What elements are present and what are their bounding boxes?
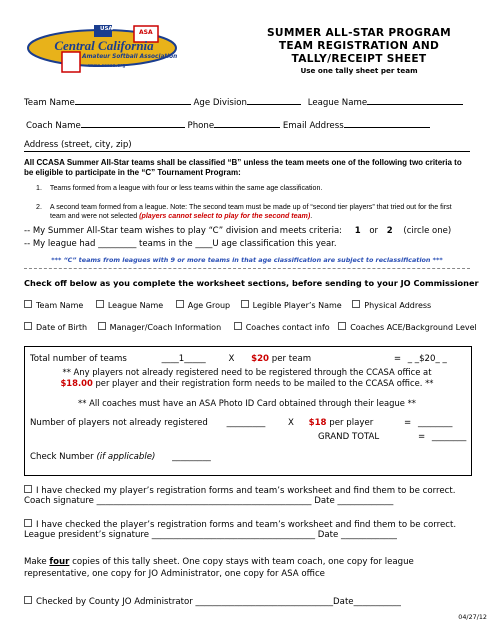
teams-total-value[interactable]: _ _$20_ _ — [407, 354, 447, 364]
phone-label: Phone — [187, 121, 215, 131]
league-check-row — [24, 519, 456, 530]
checkbox[interactable] — [96, 300, 104, 308]
total-teams-row — [30, 354, 447, 364]
per-team-label: per team — [271, 354, 312, 364]
criteria-item-2: 2. A second team formed from a league. Note: The second team must be made up of “second tier players” that tried out for the first team and were not selected (players cannot select to play for the second team). — [36, 203, 452, 220]
check-player-name[interactable] — [241, 301, 342, 310]
county-check-checkbox[interactable] — [24, 596, 32, 604]
checklist-row-2 — [24, 322, 477, 332]
team-name-field[interactable] — [75, 95, 191, 105]
email-label: Email Address — [282, 121, 344, 131]
league-check-checkbox[interactable] — [24, 519, 32, 527]
criteria-item-2-period: . — [310, 212, 313, 220]
county-check-row — [24, 596, 401, 607]
copies-line-2: representative, one copy for JO Administrator, one copy for ASA office — [24, 569, 325, 579]
registration-note-price: $18.00 — [60, 378, 93, 388]
check-number-label: Check Number — [30, 452, 94, 462]
league-teams-line: -- My league had _________ teams in the ____U age classification this year. — [24, 239, 337, 249]
equals-sign: = — [417, 432, 426, 442]
field-row-1 — [24, 95, 463, 108]
per-team-price: $20 — [251, 354, 270, 364]
copies-four: four — [49, 557, 70, 567]
logo-subtitle: Amateur Softball Association — [82, 54, 178, 60]
coach-name-field[interactable] — [81, 118, 185, 128]
coach-check-text: I have checked my player’s registration forms and team’s worksheet and find them to be correct. — [36, 486, 456, 496]
players-label: Number of players not already registered — [30, 418, 208, 428]
equals-sign: = — [393, 354, 402, 364]
address-line[interactable] — [24, 151, 470, 152]
league-signature-line[interactable]: League president’s signature ______________________________________ Date _____________ — [24, 530, 397, 540]
check-coaches-contact[interactable] — [234, 323, 330, 332]
per-player-price: $18 — [308, 418, 327, 428]
address-label: Address (street, city, zip) — [24, 140, 132, 150]
classification-intro: All CCASA Summer All-Star teams shall be classified “B” unless the team meets one of the following two criteria to be eligible to participate in the “C” Tournament Program: — [24, 158, 462, 177]
equals-sign: = — [404, 418, 412, 428]
registration-note — [30, 367, 464, 389]
check-label: Physical Address — [364, 301, 432, 310]
grand-total-row — [318, 432, 466, 442]
usa-badge-text: USA — [100, 26, 113, 32]
coach-name-label: Coach Name — [26, 121, 81, 131]
wish-line — [24, 226, 451, 236]
checkbox[interactable] — [24, 322, 32, 330]
check-label: League Name — [107, 301, 164, 310]
title-line-2: TEAM REGISTRATION AND — [278, 40, 440, 52]
players-row — [30, 418, 452, 428]
check-label: Legible Player’s Name — [252, 301, 342, 310]
county-check-text[interactable]: Checked by County JO Administrator ________________________________Date___________ — [36, 597, 401, 607]
age-division-field[interactable] — [247, 95, 301, 105]
checkbox[interactable] — [352, 300, 360, 308]
criteria-item-1-text: Teams formed from a league with four or less teams within the same age classification. — [49, 184, 323, 192]
multiply-sign: X — [228, 354, 235, 364]
check-label: Age Group — [187, 301, 231, 310]
criteria-option-1[interactable]: 1 — [354, 226, 361, 236]
copies-line-1 — [24, 557, 414, 567]
title-line-1: SUMMER ALL-STAR PROGRAM — [267, 27, 451, 39]
copies-text-b: copies of this tally sheet. One copy stays with team coach, one copy for league — [69, 557, 414, 567]
league-name-label: League Name — [307, 98, 368, 108]
total-teams-label: Total number of teams — [30, 354, 127, 364]
total-teams-value[interactable]: ____1_____ — [161, 354, 206, 364]
grand-total-label: GRAND TOTAL — [318, 432, 380, 442]
league-check-text: I have checked the player’s registration forms and team’s worksheet and find them to be correct. — [36, 520, 457, 530]
check-team-name[interactable] — [24, 301, 83, 310]
circle-one-text: (circle one) — [403, 226, 452, 236]
divider-dashed — [24, 268, 470, 269]
logo-title: Central California — [54, 38, 154, 53]
check-label: Coaches ACE/Background Level — [350, 323, 477, 332]
title-subtitle: Use one tally sheet per team — [300, 66, 418, 75]
check-label: Coaches contact info — [245, 323, 330, 332]
players-total-value[interactable]: ________ — [417, 418, 453, 428]
logo-url: www.ccasa.org — [88, 63, 126, 69]
ccasa-logo — [26, 24, 178, 76]
check-physical-address[interactable] — [352, 301, 431, 310]
registration-note-a: ** Any players not already registered need to be registered through the CCASA office at — [62, 367, 432, 377]
checkbox[interactable] — [234, 322, 242, 330]
title-line-3: TALLY/RECEIPT SHEET — [291, 53, 427, 65]
players-value[interactable]: _________ — [226, 418, 266, 428]
check-number-value[interactable]: _________ — [172, 452, 211, 462]
check-label: Team Name — [36, 301, 84, 310]
check-number-row — [30, 452, 211, 462]
field-row-2 — [24, 118, 430, 131]
coach-signature-line[interactable]: Coach signature __________________________________________________ Date _____________ — [24, 496, 394, 506]
criteria-item-2-text: A second team formed from a league. Note: The second team must be made up of “second tier players” that tried out for the first team and were not selected — [49, 203, 452, 220]
check-label: Manager/Coach Information — [109, 323, 222, 332]
checklist-row-1 — [24, 300, 431, 310]
revision-date: 04/27/12 — [458, 613, 487, 621]
check-number-paren: (if applicable) — [96, 452, 156, 462]
worksheet-heading: Check off below as you complete the worksheet sections, before sending to your JO Commissioner — [24, 278, 479, 288]
coach-check-row — [24, 485, 455, 496]
check-age-group[interactable] — [176, 301, 230, 310]
age-division-label: Age Division — [193, 98, 247, 108]
registration-note-b: per player and their registration form needs to be mailed to the CCASA office. ** — [95, 378, 434, 388]
checkbox[interactable] — [24, 300, 32, 308]
checkbox[interactable] — [338, 322, 346, 330]
check-manager-info[interactable] — [98, 323, 221, 332]
criteria-item-1: 1. Teams formed from a league with four or less teams within the same age classification. — [36, 184, 323, 192]
check-date-of-birth[interactable] — [24, 323, 87, 332]
criteria-option-2[interactable]: 2 — [386, 226, 393, 236]
per-player-label: per player — [329, 418, 374, 428]
reclassification-note: *** “C” teams from leagues with 9 or more teams in that age classification are subject to reclassification *** — [51, 256, 443, 264]
coach-id-note: ** All coaches must have an ASA Photo ID Card obtained through their league ** — [78, 398, 416, 408]
email-field[interactable] — [344, 118, 430, 128]
check-label: Date of Birth — [36, 323, 88, 332]
team-name-label: Team Name — [24, 98, 75, 108]
grand-total-value[interactable]: ________ — [431, 432, 467, 442]
checkbox[interactable] — [176, 300, 184, 308]
multiply-sign: X — [287, 418, 294, 428]
asa-badge-text: ASA — [139, 29, 153, 36]
league-name-field[interactable] — [367, 95, 463, 105]
criteria-item-2-warning: (players cannot select to play for the second team) — [139, 212, 311, 220]
wish-line-text: -- My Summer All-Star team wishes to play “C” division and meets criteria: — [24, 226, 343, 236]
check-league-name[interactable] — [96, 301, 163, 310]
check-coaches-ace[interactable] — [338, 323, 477, 332]
checkbox[interactable] — [98, 322, 106, 330]
checkbox[interactable] — [241, 300, 249, 308]
coach-check-checkbox[interactable] — [24, 485, 32, 493]
copies-text-a: Make — [24, 557, 50, 567]
or-text: or — [369, 226, 379, 236]
phone-field[interactable] — [214, 118, 280, 128]
